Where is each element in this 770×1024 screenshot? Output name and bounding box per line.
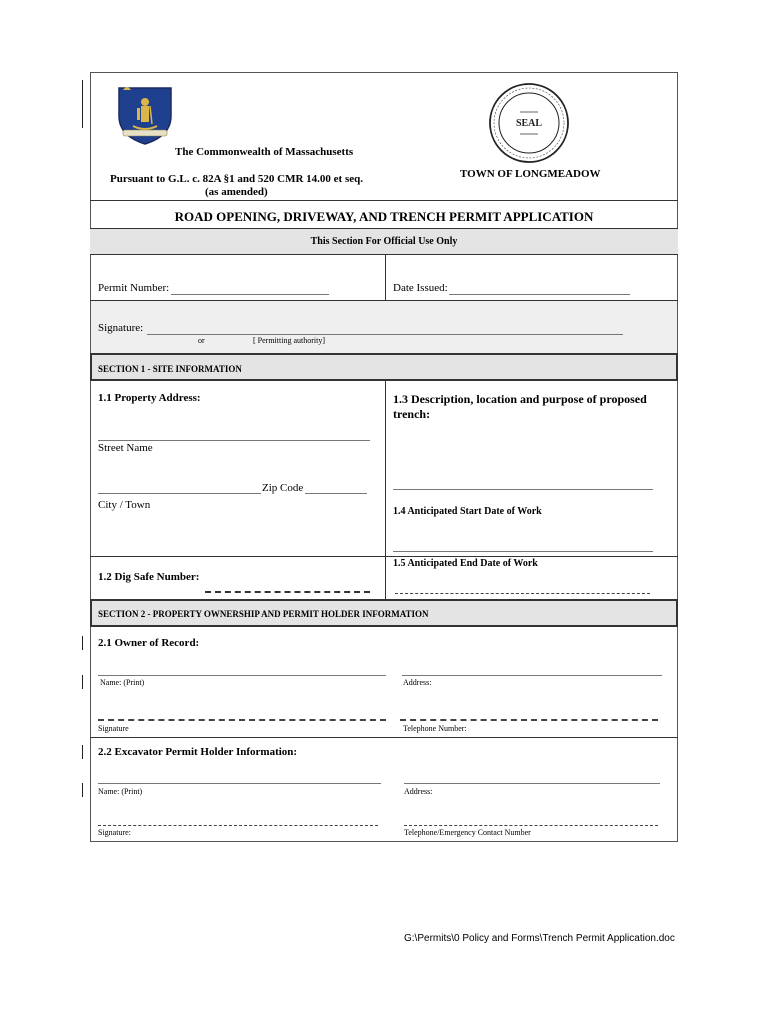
- permitting-authority-label: [ Permitting authority]: [253, 336, 325, 345]
- owner-signature-field[interactable]: [98, 719, 386, 721]
- signature-label: Signature:: [98, 322, 144, 334]
- commonwealth-title: The Commonwealth of Massachusetts: [175, 146, 354, 158]
- excavator-phone-field[interactable]: [404, 825, 658, 826]
- section1-heading: SECTION 1 - SITE INFORMATION: [98, 364, 242, 374]
- owner-address-label: Address:: [403, 678, 432, 687]
- permit-number-label: Permit Number:: [98, 282, 170, 294]
- excavator-address-field[interactable]: [404, 783, 660, 784]
- as-amended: (as amended): [205, 186, 268, 198]
- excavator-name-label: Name: (Print): [98, 787, 143, 796]
- section2-heading: SECTION 2 - PROPERTY OWNERSHIP AND PERMIT HOLDER INFORMATION: [98, 609, 429, 619]
- revision-marker: [82, 783, 83, 797]
- dig-safe-label: 1.2 Dig Safe Number:: [98, 571, 200, 583]
- property-address-label: 1.1 Property Address:: [98, 392, 201, 404]
- owner-signature-label: Signature: [98, 724, 129, 733]
- massachusetts-seal: [115, 82, 175, 146]
- owner-name-field[interactable]: [98, 675, 386, 676]
- footer-path: G:\Permits\0 Policy and Forms\Trench Permit Application.doc: [404, 933, 675, 944]
- or-label: or: [198, 336, 205, 345]
- owner-address-field[interactable]: [402, 675, 662, 676]
- owner-of-record-label: 2.1 Owner of Record:: [98, 637, 200, 649]
- zip-code-field[interactable]: [305, 493, 367, 494]
- owner-name-label: Name: (Print): [100, 678, 145, 687]
- excavator-label: 2.2 Excavator Permit Holder Information:: [98, 746, 298, 758]
- city-field[interactable]: [98, 493, 261, 494]
- description-field[interactable]: [393, 489, 653, 490]
- excavator-signature-label: Signature:: [98, 828, 131, 837]
- revision-marker: [82, 675, 83, 689]
- seal-center-text: SEAL: [515, 118, 543, 129]
- excavator-name-field[interactable]: [98, 783, 381, 784]
- owner-telephone-label: Telephone Number:: [403, 724, 467, 733]
- date-issued-field[interactable]: [449, 294, 630, 295]
- form-title: ROAD OPENING, DRIVEWAY, AND TRENCH PERMIT APPLICATION: [174, 209, 594, 224]
- city-town-label: City / Town: [98, 499, 151, 511]
- date-issued-label: Date Issued:: [393, 282, 448, 294]
- official-signature-field[interactable]: [147, 334, 623, 335]
- owner-telephone-field[interactable]: [400, 719, 658, 721]
- end-date-field[interactable]: [395, 593, 650, 594]
- town-name: TOWN OF LONGMEADOW: [460, 168, 601, 180]
- revision-marker: [82, 80, 83, 128]
- start-date-field[interactable]: [393, 551, 653, 552]
- street-name-field[interactable]: [98, 440, 370, 441]
- emergency-contact-label: Telephone/Emergency Contact Number: [404, 828, 531, 837]
- longmeadow-seal: [488, 82, 570, 164]
- end-date-label: 1.5 Anticipated End Date of Work: [393, 558, 538, 569]
- revision-marker: [82, 636, 83, 650]
- excavator-address-label: Address:: [404, 787, 433, 796]
- revision-marker: [82, 745, 83, 759]
- street-name-label: Street Name: [98, 442, 153, 454]
- zip-code-label: Zip Code: [262, 482, 304, 494]
- dig-safe-field[interactable]: [205, 591, 370, 593]
- official-use-heading: This Section For Official Use Only: [310, 236, 458, 247]
- permit-number-field[interactable]: [171, 294, 329, 295]
- excavator-signature-field[interactable]: [98, 825, 378, 826]
- pursuant-line: Pursuant to G.L. c. 82A §1 and 520 CMR 14.00 et seq.: [110, 173, 364, 185]
- description-label: 1.3 Description, location and purpose of proposed trench:: [393, 392, 647, 421]
- form-border: [90, 72, 678, 842]
- start-date-label: 1.4 Anticipated Start Date of Work: [393, 506, 542, 517]
